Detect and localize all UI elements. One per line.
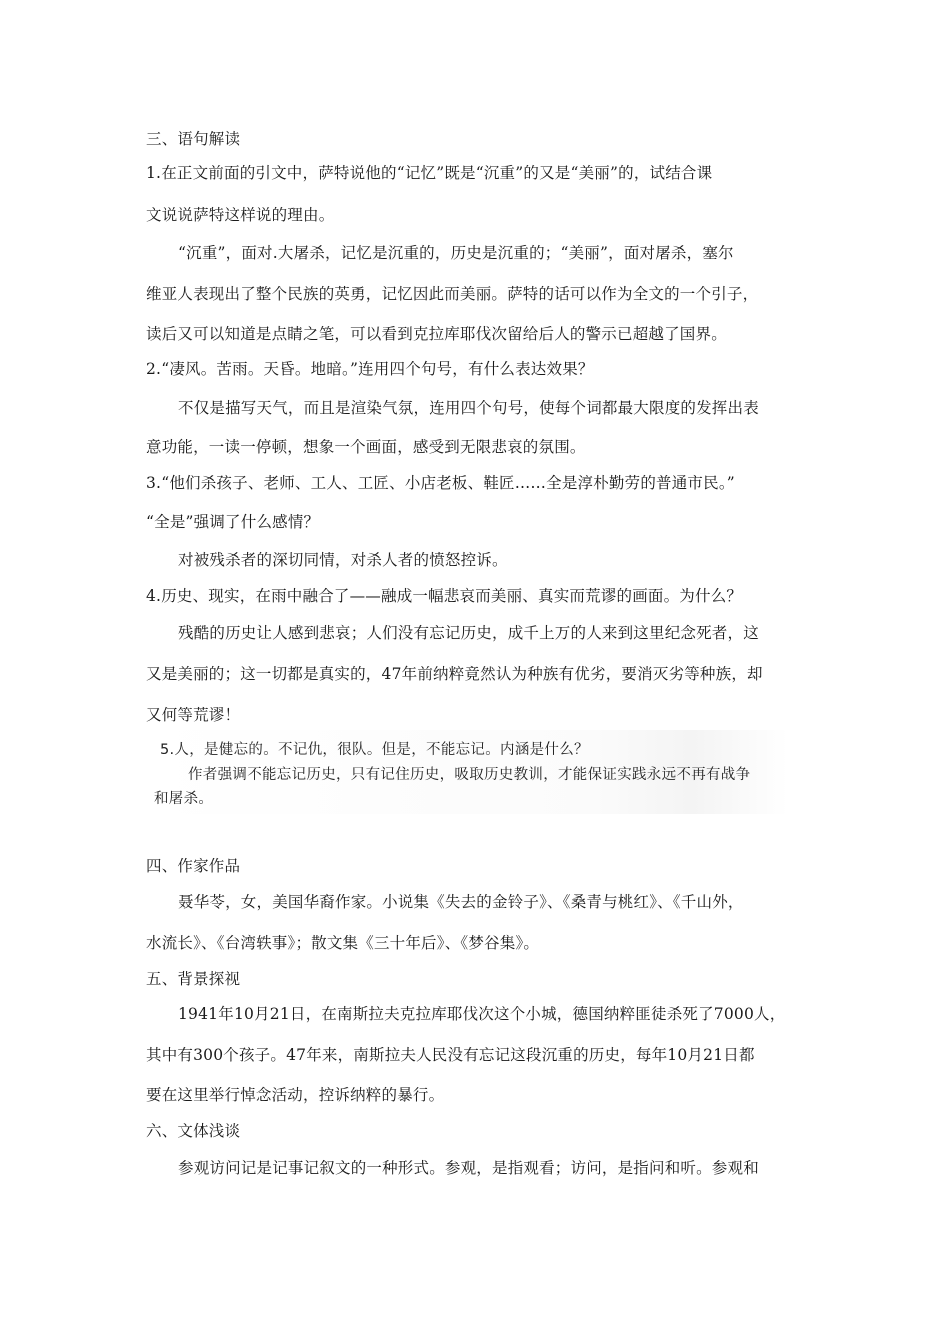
answer-4-line-1: 残酷的历史让人感到悲哀；人们没有忘记历史，成千上万的人来到这里纪念死者，这 [178, 624, 759, 642]
question-4: 4.历史、现实，在雨中融合了——融成一幅悲哀而美丽、真实而荒谬的画面。为什么？ [146, 587, 743, 605]
section-3-heading: 三、语句解读 [146, 130, 241, 148]
answer-1-line-2: 维亚人表现出了整个民族的英勇，记忆因此而美丽。萨特的话可以作为全文的一个引子， [146, 285, 759, 303]
section-5-heading: 五、背景探视 [146, 970, 241, 988]
question-3-line-1: 3.“他们杀孩子、老师、工人、工匠、小店老板、鞋匠……全是淳朴勤劳的普通市民。” [146, 474, 735, 492]
section-4-line-2: 水流长》、《台湾轶事》；散文集《三十年后》、《梦谷集》。 [146, 934, 540, 952]
section-4-line-1: 聂华苓，女，美国华裔作家。小说集《失去的金铃子》、《桑青与桃红》、《千山外， [178, 893, 744, 911]
answer-4-line-3: 又何等荒谬！ [146, 706, 241, 724]
answer-2-line-1: 不仅是描写天气，而且是渲染气氛，连用四个句号，使每个词都最大限度的发挥出表 [178, 399, 759, 417]
answer-2-line-2: 意功能，一读一停顿，想象一个画面，感受到无限悲哀的氛围。 [146, 438, 586, 456]
section-5-line-3: 要在这里举行悼念活动，控诉纳粹的暴行。 [146, 1086, 445, 1104]
answer-4-line-2: 又是美丽的；这一切都是真实的，47年前纳粹竟然认为种族有优劣，要消灭劣等种族，却 [146, 665, 763, 683]
answer-5-line-1: 作者强调不能忘记历史，只有记住历史，吸取历史教训，才能保证实践永远不再有战争 [188, 767, 751, 783]
question-2: 2.“凄风。苦雨。天昏。地暗。”连用四个句号，有什么表达效果？ [146, 360, 594, 378]
section-6-heading: 六、文体浅谈 [146, 1122, 241, 1140]
section-5-line-2: 其中有300个孩子。47年来，南斯拉夫人民没有忘记这段沉重的历史，每年10月21日都 [146, 1046, 755, 1064]
question-3-line-2: “全是”强调了什么感情？ [146, 513, 320, 531]
answer-5-line-2: 和屠杀。 [154, 791, 214, 807]
answer-3: 对被残杀者的深切同情，对杀人者的愤怒控诉。 [178, 551, 508, 569]
question-5: 5.人，是健忘的。不记仇，很队。但是，不能忘记。内涵是什么？ [160, 742, 589, 758]
answer-1-line-1: “沉重”，面对.大屠杀，记忆是沉重的，历史是沉重的；“美丽”，面对屠杀，塞尔 [178, 244, 734, 262]
section-4-heading: 四、作家作品 [146, 857, 241, 875]
question-1-line-2: 文说说萨特这样说的理由。 [146, 206, 335, 224]
section-6-line-1: 参观访问记是记事记叙文的一种形式。参观，是指观看；访问，是指问和听。参观和 [178, 1159, 759, 1177]
section-5-line-1: 1941年10月21日，在南斯拉夫克拉库耶伐次这个小城，德国纳粹匪徒杀死了7000人， [178, 1005, 786, 1023]
question-1-line-1: 1.在正文前面的引文中，萨特说他的“记忆”既是“沉重”的又是“美丽”的，试结合课 [146, 164, 713, 182]
answer-1-line-3: 读后又可以知道是点睛之笔，可以看到克拉库耶伐次留给后人的警示已超越了国界。 [146, 325, 727, 343]
